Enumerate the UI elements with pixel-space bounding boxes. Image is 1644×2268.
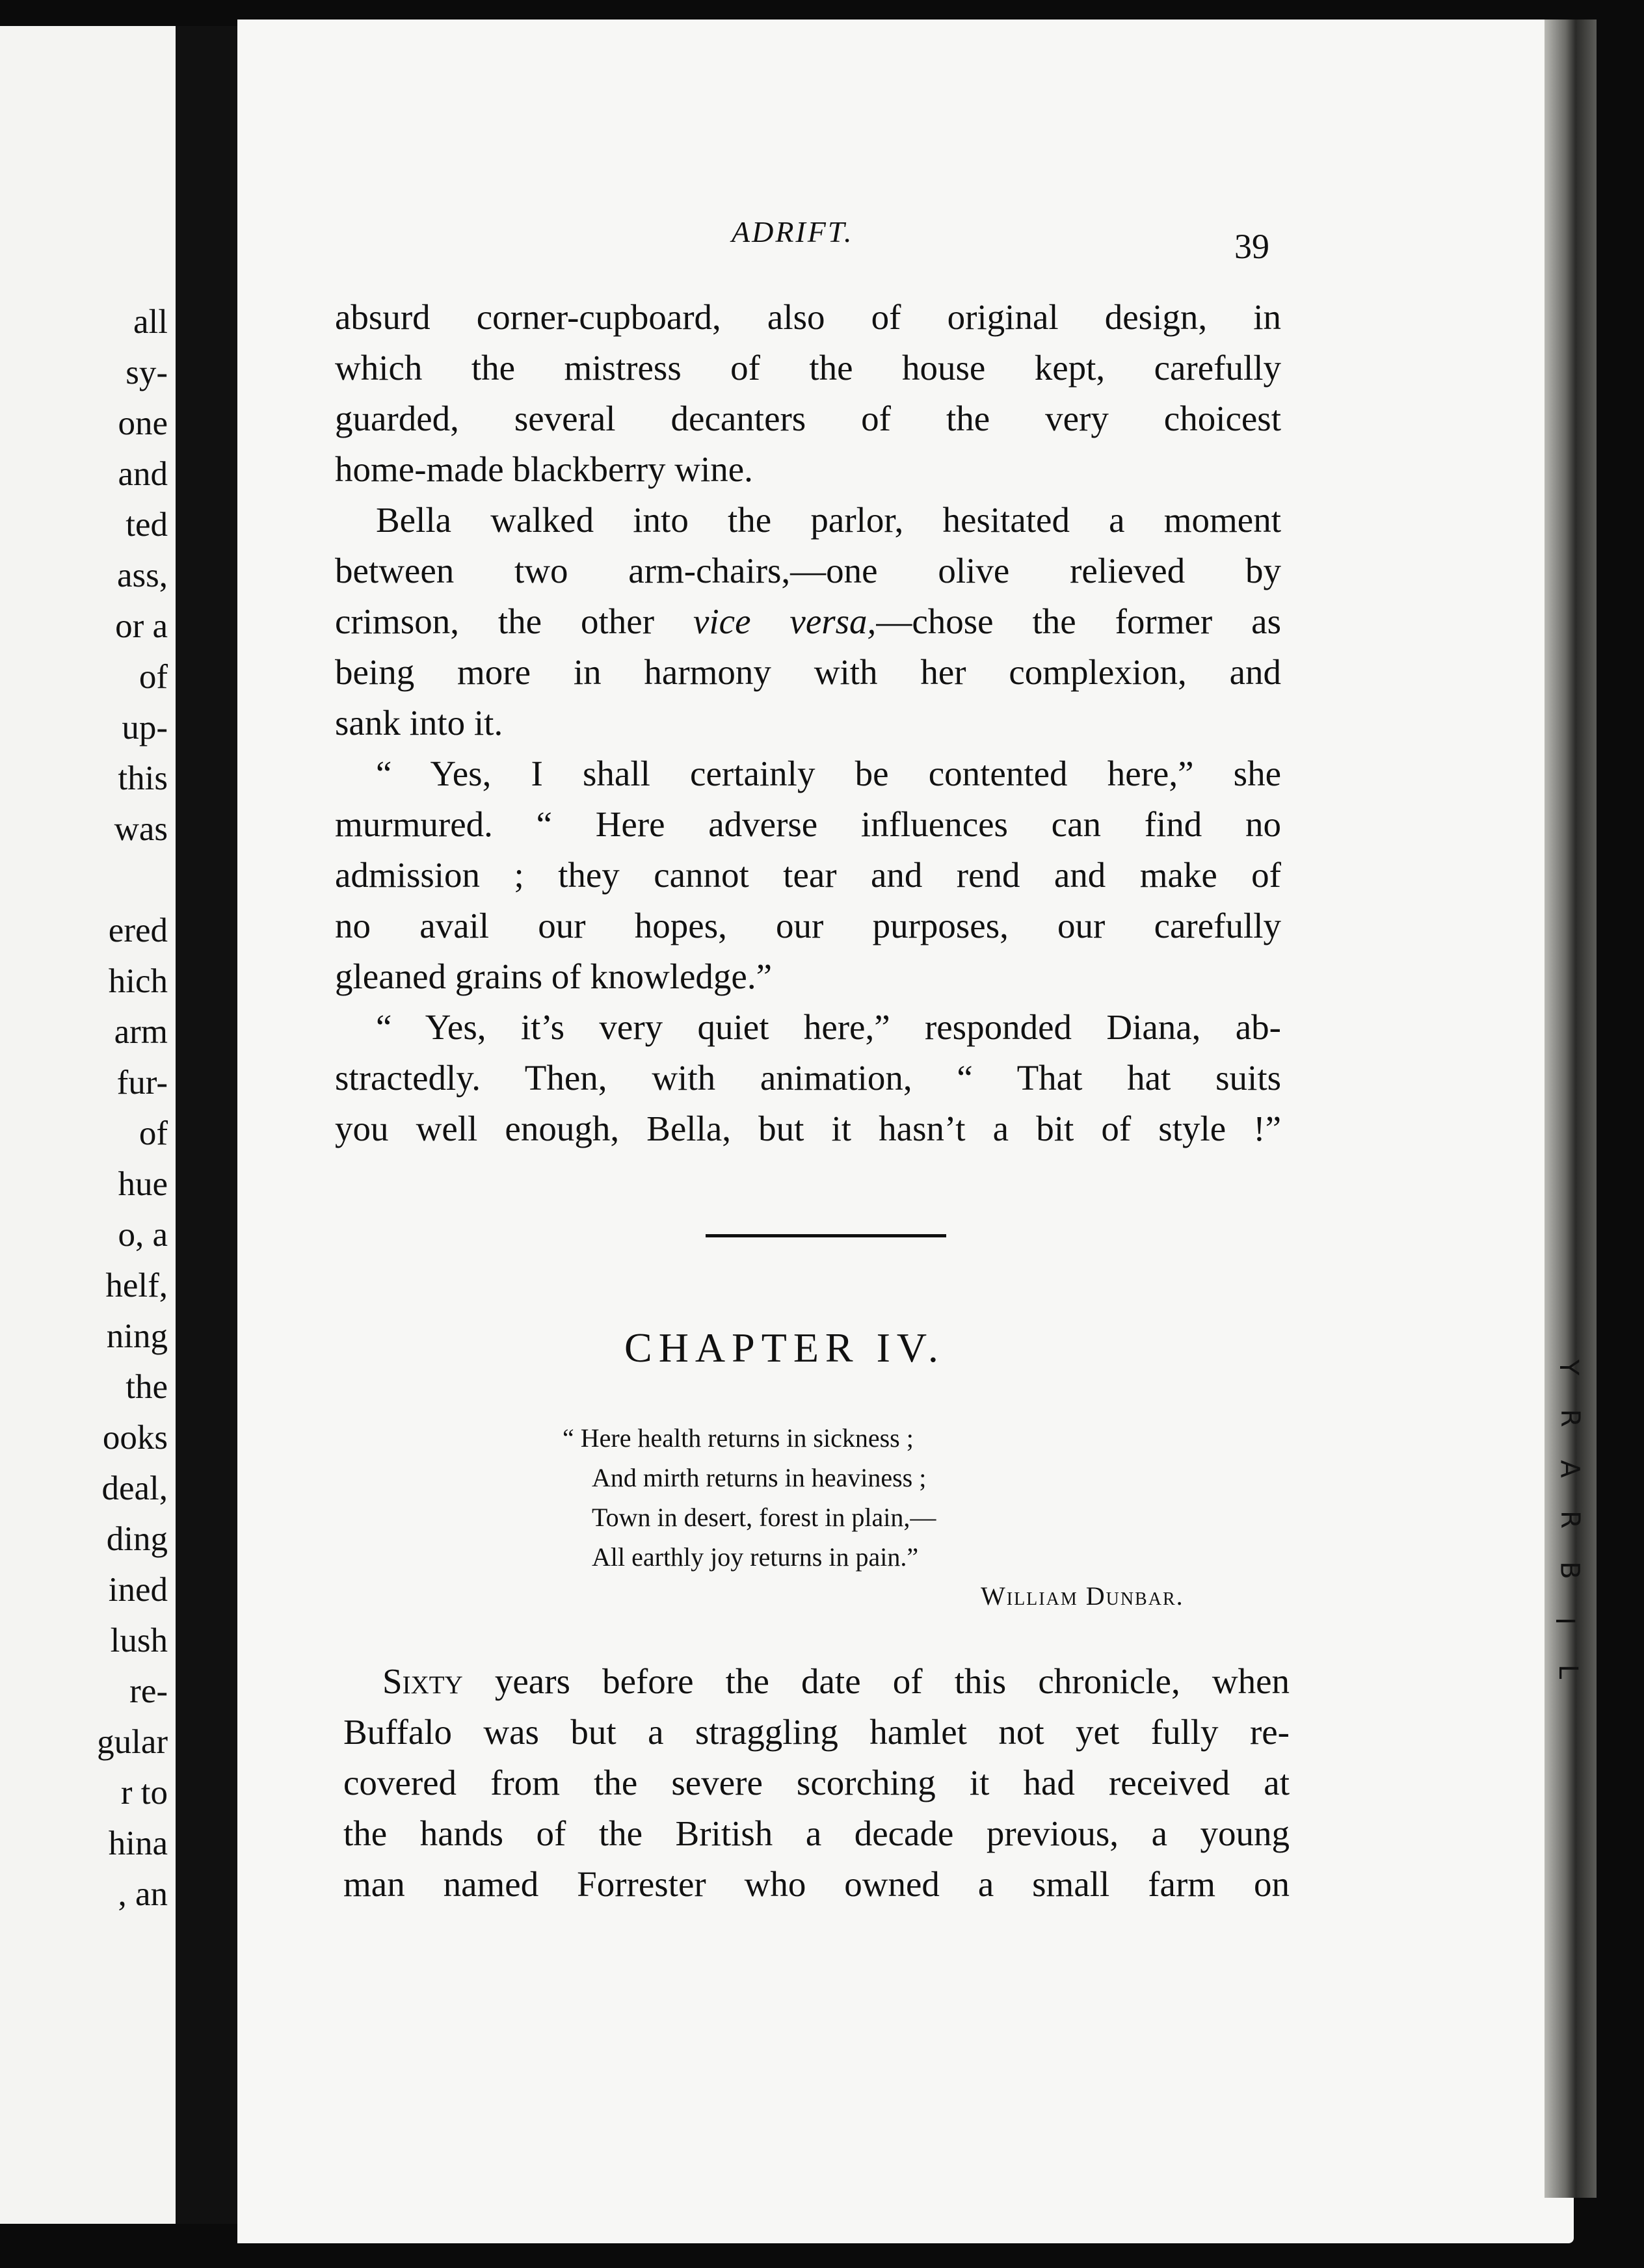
facing-page-line: ooks	[102, 1419, 168, 1457]
facing-page-line: gular	[97, 1723, 168, 1761]
epigraph-line: “ Here health returns in sickness ;	[563, 1423, 914, 1453]
facing-page-line: or a	[115, 607, 168, 645]
text-line: being more in harmony with her complexion, and	[335, 652, 1281, 692]
facing-page-line: and	[118, 455, 168, 493]
text-line	[335, 603, 1281, 639]
facing-page-line: all	[133, 303, 168, 341]
text-line: the hands of the British a decade previous, a young	[343, 1813, 1290, 1853]
facing-page-line: , an	[118, 1875, 168, 1913]
library-stamp-letter: L	[1553, 1664, 1584, 1680]
text-line: “ Yes, it’s very quiet here,” responded Diana, ab-	[376, 1007, 1281, 1047]
page-number: 39	[1234, 227, 1269, 266]
facing-page-fragment	[0, 26, 176, 2224]
italic-phrase: vice versa,	[693, 601, 877, 641]
facing-page-line: the	[126, 1368, 168, 1406]
text-line: absurd corner-cupboard, also of original design, in	[335, 297, 1281, 337]
facing-page-line: was	[114, 810, 168, 848]
text-line: gleaned grains of knowledge.”	[335, 956, 772, 996]
facing-page-line: of	[139, 1114, 168, 1152]
facing-page-line: ding	[106, 1520, 168, 1558]
facing-page-line: r to	[120, 1774, 168, 1812]
library-stamp-letter: R	[1554, 1409, 1585, 1427]
library-stamp-letter: Y	[1554, 1359, 1584, 1376]
facing-page-line: ined	[108, 1571, 168, 1609]
text-line: Buffalo was but a straggling hamlet not yet fully re-	[343, 1712, 1290, 1752]
text-line: man named Forrester who owned a small farm on	[343, 1864, 1290, 1904]
library-stamp-letter: I	[1549, 1617, 1580, 1625]
text-line: stractedly. Then, with animation, “ That hat suits	[335, 1058, 1281, 1098]
facing-page-line: hina	[108, 1825, 168, 1862]
epigraph-line: All earthly joy returns in pain.”	[592, 1542, 919, 1572]
text-line: Bella walked into the parlor, hesitated a moment	[376, 500, 1281, 540]
facing-page-line: lush	[110, 1622, 168, 1659]
text-line: murmured. “ Here adverse influences can find no	[335, 804, 1281, 844]
facing-page-line: this	[118, 759, 168, 797]
epigraph-line: And mirth returns in heaviness ;	[592, 1463, 927, 1492]
text-line: you well enough, Bella, but it hasn’t a bit of style !”	[335, 1109, 1281, 1148]
text-segment: —chose the former as	[876, 601, 1281, 641]
text-line: covered from the severe scorching it had received at	[343, 1763, 1290, 1802]
facing-page-line: o, a	[118, 1216, 168, 1254]
facing-page-line: arm	[114, 1013, 168, 1051]
text-segment: years before the date of this chronicle, when	[462, 1661, 1290, 1701]
section-divider	[706, 1234, 946, 1237]
facing-page-line: of	[139, 658, 168, 696]
page-edge	[1545, 20, 1597, 2198]
facing-page-line: sy-	[126, 354, 168, 391]
book-gutter	[176, 26, 237, 2224]
running-title: ADRIFT.	[732, 215, 854, 248]
chapter-heading: CHAPTER IV.	[624, 1325, 945, 1371]
epigraph-attribution: William Dunbar.	[981, 1581, 1184, 1611]
epigraph-line: Town in desert, forest in plain,—	[592, 1503, 936, 1532]
facing-page-line: one	[118, 404, 168, 442]
opening-word: Sixty	[382, 1661, 463, 1701]
text-line: no avail our hopes, our purposes, our carefully	[335, 906, 1281, 945]
library-stamp-letter: A	[1554, 1460, 1585, 1478]
text-line: sank into it.	[335, 703, 503, 743]
text-line	[382, 1663, 1290, 1699]
facing-page-line: hue	[118, 1165, 168, 1203]
facing-page-line: re-	[129, 1672, 168, 1710]
library-stamp-letter: B	[1554, 1561, 1585, 1579]
facing-page-line: ted	[126, 506, 168, 544]
facing-page-line: hich	[108, 962, 168, 1000]
text-line: between two arm-chairs,—one olive relieved by	[335, 551, 1281, 590]
text-line: which the mistress of the house kept, carefully	[335, 348, 1281, 388]
text-line: home-made blackberry wine.	[335, 449, 753, 489]
text-segment: crimson, the other	[335, 601, 693, 641]
facing-page-line: up-	[122, 709, 168, 746]
facing-page-line: ning	[106, 1317, 168, 1355]
facing-page-line: ass,	[116, 557, 168, 594]
text-line: “ Yes, I shall certainly be contented here,” she	[376, 754, 1281, 793]
facing-page-line: helf,	[105, 1267, 168, 1304]
facing-page-line: fur-	[116, 1064, 168, 1101]
library-stamp-letter: R	[1554, 1510, 1585, 1529]
text-line: admission ; they cannot tear and rend and make of	[335, 855, 1281, 895]
facing-page-line: ered	[108, 912, 168, 949]
facing-page-line: deal,	[101, 1470, 168, 1507]
text-line: guarded, several decanters of the very choicest	[335, 399, 1281, 438]
